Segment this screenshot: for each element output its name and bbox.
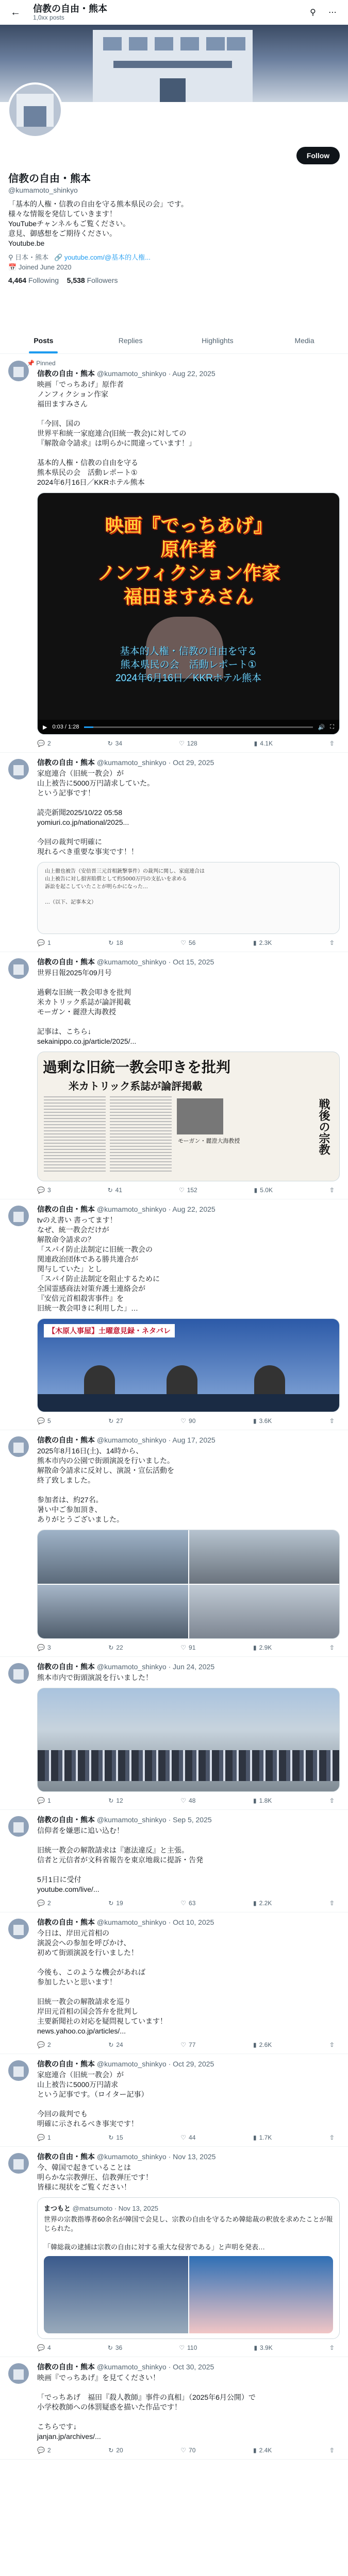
post-handle: @kumamoto_shinkyo · Aug 17, 2025 xyxy=(96,1436,216,1444)
share-button[interactable] xyxy=(329,740,335,747)
fullscreen-icon[interactable]: ⛶ xyxy=(330,723,334,730)
post-header xyxy=(37,2362,340,2371)
post-text: 家庭連合（旧統一教会）が 山上被告に5000万円請求 という記事です。（ロイター記事） 今回の裁判でも 明確に示されるべき事実です！ xyxy=(37,2071,148,2128)
tab-media[interactable]: Media xyxy=(294,336,314,345)
post-avatar[interactable] xyxy=(8,1206,29,1226)
volume-icon[interactable]: 🔊 xyxy=(318,724,325,731)
repost-button[interactable]: ↻ 27 xyxy=(108,1417,123,1425)
top-bar xyxy=(0,0,348,25)
reply-icon: 💬 xyxy=(37,1900,45,1907)
reply-icon: 💬 xyxy=(37,1187,45,1194)
post-text: 信仰者を嫌悪に追い込む！ 旧統一教会の解散請求は『憲法違反』と主張。 信者と元信者が文科省報告を東京地裁に提訴・告発 5月1日に受付 youtube.com/live/... xyxy=(37,1826,203,1893)
heart-icon: ♡ xyxy=(180,2041,187,2048)
post-author-name[interactable]: 信教の自由・熊本 xyxy=(37,958,95,966)
post-handle: @kumamoto_shinkyo · Oct 15, 2025 xyxy=(96,958,214,966)
post-actions xyxy=(37,1417,340,1425)
post-author-name[interactable]: 信教の自由・熊本 xyxy=(37,1663,95,1671)
post-avatar[interactable] xyxy=(8,1663,29,1684)
post-actions xyxy=(37,2041,340,2048)
post-avatar[interactable] xyxy=(8,2363,29,2384)
post-author-name[interactable]: 信教の自由・熊本 xyxy=(37,1918,95,1926)
post-author-name[interactable]: 信教の自由・熊本 xyxy=(37,2153,95,2161)
repost-button[interactable]: ↻ 22 xyxy=(108,1644,123,1651)
post-actions xyxy=(37,939,340,946)
reply-button[interactable]: 💬 1 xyxy=(37,2134,51,2141)
post[interactable] xyxy=(0,354,348,753)
share-icon: ⇧ xyxy=(329,1797,335,1804)
tab-replies[interactable]: Replies xyxy=(118,336,143,345)
post-avatar[interactable] xyxy=(8,1919,29,1939)
post-header xyxy=(37,1918,340,1927)
repost-button[interactable]: ↻ 18 xyxy=(108,939,123,946)
repost-button[interactable]: ↻ 19 xyxy=(108,1900,123,1907)
repost-button[interactable]: ↻ 15 xyxy=(108,2134,123,2141)
views-button[interactable]: ▮ 5.0K xyxy=(254,1187,273,1194)
profile-name: 信教の自由・熊本 xyxy=(8,173,91,184)
pin-icon: 📌 xyxy=(27,360,35,367)
reply-button[interactable]: 💬 1 xyxy=(37,1797,51,1804)
share-icon: ⇧ xyxy=(329,939,335,946)
repost-icon: ↻ xyxy=(107,740,113,747)
post[interactable] xyxy=(0,1199,348,1430)
like-button[interactable]: ♡ 63 xyxy=(180,1900,196,1907)
post-photo[interactable] xyxy=(38,1530,188,1584)
post-text: 今、韓国で起きていることは 明らかな宗教弾圧、信教弾圧です！ 皆様に現状をご覧ください！ xyxy=(37,2163,153,2191)
profile-meta xyxy=(8,252,340,272)
post-author-name[interactable]: 信教の自由・熊本 xyxy=(37,2060,95,2068)
heart-icon: ♡ xyxy=(180,939,187,946)
post-avatar[interactable] xyxy=(8,1816,29,1837)
post-text: 世界日報2025年09月号 過剰な旧統一教会叩きを批判 米カトリック系誌が論評掲載 モーガン・麗澄大海教授 記事は、こちら↓ sekainippo.co.jp/article/2025/... xyxy=(37,969,137,1045)
post[interactable] xyxy=(0,1657,348,1810)
repost-button[interactable]: ↻ 20 xyxy=(108,2447,123,2454)
post-handle: @kumamoto_shinkyo · Aug 22, 2025 xyxy=(96,1205,216,1213)
heart-icon: ♡ xyxy=(180,2447,187,2454)
following-link[interactable]: 4,464 Following xyxy=(8,276,59,284)
quoted-handle: @matsumoto · Nov 13, 2025 xyxy=(72,2205,159,2212)
repost-button[interactable]: ↻ 41 xyxy=(107,1187,122,1194)
post-header xyxy=(37,1662,340,1671)
like-button[interactable]: ♡ 70 xyxy=(180,2447,196,2454)
post-author-name[interactable]: 信教の自由・熊本 xyxy=(37,1436,95,1444)
reply-button[interactable]: 💬 4 xyxy=(37,2344,51,2351)
more-icon[interactable]: ⋯ xyxy=(328,8,337,17)
video-time: 0:03 / 1:28 xyxy=(52,724,79,730)
chart-icon: ▮ xyxy=(253,2447,257,2454)
views-button[interactable]: ▮ 1.7K xyxy=(253,2134,272,2141)
repost-icon: ↻ xyxy=(108,1900,114,1907)
heart-icon: ♡ xyxy=(180,1417,187,1425)
share-icon: ⇧ xyxy=(329,2134,335,2141)
post-header xyxy=(37,2152,340,2161)
repost-button[interactable]: ↻ 12 xyxy=(108,1797,123,1804)
share-icon: ⇧ xyxy=(329,2041,335,2048)
back-arrow-icon[interactable]: ← xyxy=(10,6,21,18)
chart-icon: ▮ xyxy=(254,740,258,747)
post-actions xyxy=(37,1187,340,1194)
post-handle: @kumamoto_shinkyo · Nov 13, 2025 xyxy=(96,2153,216,2161)
repost-icon: ↻ xyxy=(108,2134,114,2141)
repost-icon: ↻ xyxy=(108,1797,114,1804)
tab-posts[interactable]: Posts xyxy=(0,328,87,353)
post-text: 熊本市内で街頭演説を行いました！ xyxy=(37,1673,153,1682)
post-author-name[interactable]: 信教の自由・熊本 xyxy=(37,1205,95,1213)
quoted-author-name[interactable]: まつもと xyxy=(44,2205,71,2212)
share-icon: ⇧ xyxy=(329,2344,335,2351)
repost-button[interactable]: ↻ 36 xyxy=(107,2344,123,2351)
reply-icon: 💬 xyxy=(37,740,45,747)
chart-icon: ▮ xyxy=(253,1797,257,1804)
views-button[interactable]: ▮ 2.3K xyxy=(253,939,272,946)
share-icon: ⇧ xyxy=(329,2447,335,2454)
share-icon: ⇧ xyxy=(329,1644,335,1651)
post-actions xyxy=(37,2447,340,2454)
like-button[interactable]: ♡ 110 xyxy=(179,2344,197,2351)
post-actions xyxy=(37,740,340,747)
post-text: 2025年8月16日(土)、14時から、 熊本市内の公園で街頭演説を行いました。 解散命令請求に反対し、演説・宣伝活動を 終了致しました。 参加者は、約27名。 暑い中ご参加頂き、 ありがとうございました。 xyxy=(37,1447,174,1523)
post-author-name[interactable]: 信教の自由・熊本 xyxy=(37,2363,95,2371)
newspaper-photo xyxy=(177,1098,223,1134)
share-button[interactable] xyxy=(329,1644,335,1651)
newspaper-caption: モーガン・麗澄大海教授 xyxy=(178,1138,240,1144)
chart-icon: ▮ xyxy=(253,1644,257,1651)
reply-button[interactable]: 💬 2 xyxy=(37,1900,51,1907)
repost-icon: ↻ xyxy=(107,2344,113,2351)
profile-info xyxy=(0,170,348,284)
post-avatar[interactable] xyxy=(8,759,29,779)
top-bar-title: 信教の自由・熊本 xyxy=(33,4,107,14)
share-button[interactable] xyxy=(329,1417,335,1425)
heart-icon: ♡ xyxy=(180,1900,187,1907)
like-button[interactable]: ♡ 48 xyxy=(180,1797,196,1804)
share-icon: ⇧ xyxy=(329,740,335,747)
post-avatar[interactable] xyxy=(8,1436,29,1457)
repost-icon: ↻ xyxy=(108,1417,114,1425)
like-button[interactable]: ♡ 44 xyxy=(180,2134,196,2141)
views-button[interactable]: ▮ 3.9K xyxy=(254,2344,273,2351)
video-subtitle-overlay: 基本的人権・信教の自由を守る 熊本県民の会 活動レポート① 2024年6月16日／KKRホテル熊本 xyxy=(115,646,262,684)
tab-highlights[interactable]: Highlights xyxy=(202,336,234,345)
post-avatar[interactable] xyxy=(8,361,29,381)
repost-icon: ↻ xyxy=(108,1644,114,1651)
reply-button[interactable]: 💬 5 xyxy=(37,1417,51,1425)
post-actions xyxy=(37,2134,340,2141)
reply-button[interactable]: 💬 2 xyxy=(37,740,51,747)
video-title-overlay: 映画『でっちあげ』 原作者 ノンフィクション作家 福田ますみさん xyxy=(97,515,280,607)
post-author-name[interactable]: 信教の自由・熊本 xyxy=(37,369,95,378)
reply-button[interactable]: 💬 3 xyxy=(37,1187,51,1194)
post-actions xyxy=(37,2344,340,2351)
reply-icon: 💬 xyxy=(37,1644,45,1651)
share-button[interactable] xyxy=(329,2447,335,2454)
reply-icon: 💬 xyxy=(37,2344,45,2351)
reply-button[interactable]: 💬 2 xyxy=(37,2041,51,2048)
share-button[interactable] xyxy=(329,1797,335,1804)
post[interactable] xyxy=(0,2147,348,2357)
post-actions xyxy=(37,1644,340,1651)
link-icon: 🔗 xyxy=(54,253,63,261)
post-handle: @kumamoto_shinkyo · Aug 22, 2025 xyxy=(96,369,216,378)
post-actions xyxy=(37,1797,340,1804)
share-icon: ⇧ xyxy=(329,1900,335,1907)
repost-button[interactable]: ↻ 34 xyxy=(107,740,122,747)
repost-icon: ↻ xyxy=(107,1187,113,1194)
post-handle: @kumamoto_shinkyo · Jun 24, 2025 xyxy=(96,1663,215,1671)
post-street-photo[interactable] xyxy=(37,1688,340,1792)
like-button[interactable]: ♡ 128 xyxy=(178,740,197,747)
chart-icon: ▮ xyxy=(254,1187,258,1194)
repost-button[interactable]: ↻ 24 xyxy=(108,2041,123,2048)
chart-icon: ▮ xyxy=(253,1417,257,1425)
follow-button[interactable]: Follow xyxy=(296,147,340,164)
post-text: 家庭連合（旧統一教会）が 山上被告に5000万円請求していた。 という記事です！ 読売新聞2025/10/22 05:58 yomiuri.co.jp/national/2025... 今回の裁判で明確に 現れるべき重要な事実です！！ xyxy=(37,769,155,856)
post[interactable] xyxy=(0,952,348,1199)
top-bar-post-count: 1,0xx posts xyxy=(33,14,64,21)
location-icon: ⚲ xyxy=(8,253,13,261)
post[interactable] xyxy=(0,2357,348,2460)
share-icon: ⇧ xyxy=(329,1187,335,1194)
post-photo[interactable] xyxy=(189,1530,340,1584)
profile-handle: @kumamoto_shinkyo xyxy=(8,186,78,194)
profile-avatar[interactable] xyxy=(7,82,63,138)
views-button[interactable]: ▮ 4.1K xyxy=(254,740,273,747)
post-handle: @kumamoto_shinkyo · Oct 29, 2025 xyxy=(96,2060,214,2068)
post[interactable] xyxy=(0,753,348,952)
heart-icon: ♡ xyxy=(178,740,185,747)
post-newspaper-image[interactable] xyxy=(37,1052,340,1181)
heart-icon: ♡ xyxy=(179,2344,185,2351)
post-photo-grid[interactable] xyxy=(37,1530,340,1639)
profile-link[interactable]: youtube.com/@基本的人権... xyxy=(64,253,151,261)
post-author-name[interactable]: 信教の自由・熊本 xyxy=(37,1816,95,1824)
post-author-name[interactable]: 信教の自由・熊本 xyxy=(37,758,95,767)
post-header xyxy=(37,957,340,967)
post-header xyxy=(37,758,340,767)
share-button[interactable] xyxy=(329,2041,335,2048)
top-bar-title-block xyxy=(33,4,302,21)
repost-icon: ↻ xyxy=(108,939,114,946)
search-icon[interactable]: ⚲ xyxy=(310,8,316,17)
quoted-post-header xyxy=(44,2203,333,2213)
reply-button[interactable]: 💬 2 xyxy=(37,2447,51,2454)
post-document-image[interactable]: 山上徹也被告（安倍晋三元首相銃撃事件）の裁判に関し、家庭連合は 山上被告に対し損害賠償として約5000万円の支払いを求める 訴訟を起こしていたことが明らかになった… …（以下、記事本文） xyxy=(37,862,340,934)
post-handle: @kumamoto_shinkyo · Oct 30, 2025 xyxy=(96,2363,214,2371)
profile-joined: Joined June 2020 xyxy=(18,263,72,271)
post-avatar[interactable] xyxy=(8,2060,29,2081)
followers-link[interactable]: 5,538 Followers xyxy=(67,276,118,284)
chart-icon: ▮ xyxy=(254,2344,258,2351)
video-controls xyxy=(38,720,339,734)
chart-icon: ▮ xyxy=(253,2041,257,2048)
like-button[interactable]: ♡ 91 xyxy=(180,1644,196,1651)
newspaper-subheadline: 米カトリック系誌が論評掲載 xyxy=(69,1080,203,1092)
reply-icon: 💬 xyxy=(37,2041,45,2048)
post-text: 映画「でっちあげ」原作者 ノンフィクション作家 福田ますみさん 「今回、国の 世界平和統一家庭連合(旧統一教会)に対しての 『解散命令請求』は明らかに間違っています！」 基本的人権・信教の自由を守る 熊本県民の会 活動レポート① 2024年6月16日／KKRホテル熊本 xyxy=(37,380,196,486)
heart-icon: ♡ xyxy=(180,1644,187,1651)
video-progress-bar[interactable] xyxy=(84,726,312,728)
post-handle: @kumamoto_shinkyo · Oct 29, 2025 xyxy=(96,758,214,767)
views-button[interactable]: ▮ 2.2K xyxy=(253,1900,272,1907)
views-button[interactable]: ▮ 2.6K xyxy=(253,2041,272,2048)
profile-bio: 「基本的人権・信教の自由を守る熊本県民の会」です。 様々な情報を発信していきます！ YouTubeチャンネルもご覧ください。 意見、御感想をご期待ください。 Youtube.be xyxy=(8,200,188,247)
chart-icon: ▮ xyxy=(253,1900,257,1907)
tv-caption: 【木原人事屋】土曜意見録・ネタバレ xyxy=(44,1324,175,1337)
post-photo[interactable] xyxy=(38,1585,188,1638)
post-video[interactable] xyxy=(37,493,340,735)
post-avatar[interactable] xyxy=(8,2153,29,2174)
reply-icon: 💬 xyxy=(37,939,45,946)
profile-stats xyxy=(8,276,340,284)
chart-icon: ▮ xyxy=(253,2134,257,2141)
quoted-post-images[interactable] xyxy=(44,2256,333,2333)
profile-tabs xyxy=(0,328,348,354)
share-icon: ⇧ xyxy=(329,1417,335,1425)
share-button[interactable] xyxy=(329,2134,335,2141)
views-button[interactable]: ▮ 2.4K xyxy=(253,2447,272,2454)
reply-icon: 💬 xyxy=(37,1797,45,1804)
reply-icon: 💬 xyxy=(37,2134,45,2141)
pinned-label: 📌 Pinned xyxy=(27,360,56,367)
post-header xyxy=(37,369,340,378)
heart-icon: ♡ xyxy=(180,1797,187,1804)
calendar-icon: 📅 xyxy=(8,263,17,271)
repost-icon: ↻ xyxy=(108,2041,114,2048)
post-handle: @kumamoto_shinkyo · Oct 10, 2025 xyxy=(96,1918,214,1926)
reply-button[interactable]: 💬 1 xyxy=(37,939,51,946)
post-photo[interactable] xyxy=(189,1585,340,1638)
repost-icon: ↻ xyxy=(108,2447,114,2454)
newspaper-headline: 過剰な旧統一教会叩きを批判 xyxy=(43,1059,231,1076)
like-button[interactable]: ♡ 56 xyxy=(180,939,196,946)
views-button[interactable]: ▮ 2.9K xyxy=(253,1644,272,1651)
quoted-post-text: 世界の宗教指導者60余名が韓国で会見し、宗教の自由を守るため韓総裁の釈放を求めたことが報じられた。 「韓総裁の逮捕は宗教の自由に対する重大な侵害である」と声明を発表… xyxy=(44,2215,333,2251)
post-text: 今日は、岸田元首相の 演説会への参加を呼びかけ、 初めて街頭演説を行いました！ 今後も、このような機会があれば 参加したいと思います！ 旧統一教会の解散請求を巡り 岸田元首相の国会答弁を批判し 主要新聞社の対応を疑問視しています！ news.yahoo.co.jp/articles/... xyxy=(37,1929,167,2035)
post[interactable] xyxy=(0,1912,348,2054)
reply-icon: 💬 xyxy=(37,1417,45,1425)
like-button[interactable]: ♡ 77 xyxy=(180,2041,196,2048)
share-button[interactable] xyxy=(329,1187,335,1194)
profile-location: 日本・熊本 xyxy=(15,253,49,261)
like-button[interactable]: ♡ 90 xyxy=(180,1417,196,1425)
post-handle: @kumamoto_shinkyo · Sep 5, 2025 xyxy=(96,1816,212,1824)
post[interactable] xyxy=(0,1810,348,1912)
newspaper-side-headline: 戦後の宗教 xyxy=(317,1098,330,1155)
heart-icon: ♡ xyxy=(178,1187,185,1194)
quoted-post[interactable] xyxy=(37,2197,340,2339)
heart-icon: ♡ xyxy=(180,2134,187,2141)
post-feed xyxy=(0,354,348,2460)
like-button[interactable]: ♡ 152 xyxy=(178,1187,197,1194)
post-text: tvのえ書い 書ってます！ なぜ、統一教会だけが 解散命令請求の？ 「スパイ防止法制定に旧統一教会の 関連政治団体である勝共連合が 関与していた」とし 「スパイ防止法制定を阻止するために 全国霊感商法対策弁護士連絡会が 『安倍元首相殺害事件』を 旧統一教会叩きに利用した」… xyxy=(37,1216,160,1312)
post-actions xyxy=(37,1900,340,1907)
post-header xyxy=(37,1435,340,1445)
views-button[interactable]: ▮ 3.6K xyxy=(253,1417,272,1425)
post[interactable] xyxy=(0,1430,348,1657)
post[interactable] xyxy=(0,2054,348,2147)
post-text: 映画『でっちあげ』を見てください！ 「でっちあげ 福田『殺人教師』事件の真相」（2025年6月公開）で 小学校教師への体罰疑惑を描いた作品です！ こちらです↓ janjan.jp/archives/... xyxy=(37,2374,256,2441)
post-tv-image[interactable] xyxy=(37,1318,340,1412)
reply-button[interactable]: 💬 3 xyxy=(37,1644,51,1651)
share-button[interactable] xyxy=(329,2344,335,2351)
play-icon[interactable]: ▶ xyxy=(43,724,47,731)
chart-icon: ▮ xyxy=(253,939,257,946)
post-header xyxy=(37,1205,340,1214)
post-header xyxy=(37,1815,340,1824)
views-button[interactable]: ▮ 1.8K xyxy=(253,1797,272,1804)
share-button[interactable] xyxy=(329,939,335,946)
reply-icon: 💬 xyxy=(37,2447,45,2454)
banner-building xyxy=(93,30,253,102)
post-avatar[interactable] xyxy=(8,958,29,979)
post-header xyxy=(37,2059,340,2069)
share-button[interactable] xyxy=(329,1900,335,1907)
